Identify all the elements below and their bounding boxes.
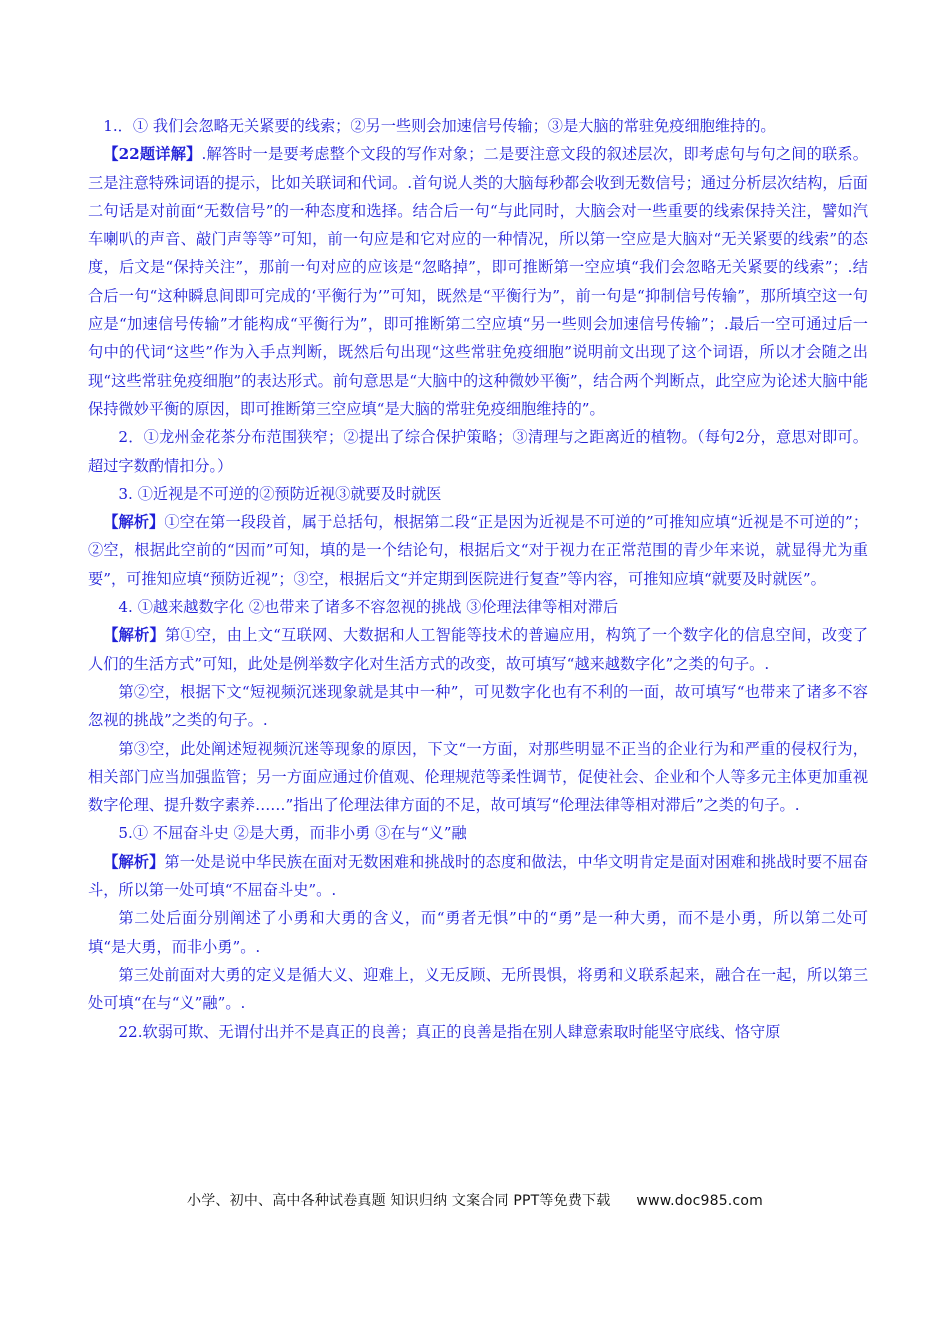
answer-content	[88, 112, 868, 1046]
answer-5-explanation-3	[88, 961, 868, 1018]
footer-text: 小学、初中、高中各种试卷真题 知识归纳 文案合同 PPT等免费下载	[187, 1193, 611, 1209]
explanation-tag: 【22题详解】	[103, 145, 202, 164]
answer-4	[88, 593, 868, 621]
answer-text: 3. ①近视是不可逆的②预防近视③就要及时就医	[118, 484, 442, 503]
answer-4-explanation	[88, 621, 868, 678]
explanation-tag: 【解析】	[103, 626, 165, 645]
answer-3-explanation	[88, 508, 868, 593]
answer-5-explanation	[88, 848, 868, 905]
answer-4-explanation-3	[88, 735, 868, 820]
answer-text: 1.．① 我们会忽略无关紧要的线索；②另一些则会加速信号传输；③是大脑的常驻免疫细胞维持的。	[103, 117, 776, 135]
explanation-text: ①空在第一段段首，属于总括句，根据第二段“正是因为近视是不可逆的”可推知应填“近视是不可逆的”；②空，根据此空前的“因而”可知，填的是一个结论句，根据后文“对于视力在正常范围的青少年来说，就显得尤为重要”，可推知应填“预防近视”；③空，根据后文“并定期到医院进行复查”等内容，可推知应填“就要及时就医”。	[88, 513, 869, 588]
explanation-text: 第③空，此处阐述短视频沉迷等现象的原因，下文“一方面，对那些明显不正当的企业行为和严重的侵权行为，相关部门应当加强监管；另一方面应通过价值观、伦理规范等柔性调节，促使社会、企业和个人等多元主体更加重视数字伦理、提升数字素养……”指出了伦理法律方面的不足，故可填写“伦理法律等相对滞后”之类的句子。.	[88, 739, 868, 815]
footer-url[interactable]: www.doc985.com	[636, 1193, 763, 1209]
explanation-text: .解答时一是要考虑整个文段的写作对象；二是要注意文段的叙述层次，即考虑句与句之间的联系。三是注意特殊词语的提示，比如关联词和代词。.首句说人类的大脑每秒都会收到无数信号；通过分析层次结构，后面二句话是对前面“无数信号”的一种态度和选择。结合后一句“与此同时，大脑会对一些重要的线索保持关注，譬如汽车喇叭的声音、敲门声等等”可知，前一句应是和它对应的一种情况，所以第一空应是大脑对“无关紧要的线索”的态度，后文是“保持关注”，那前一句对应的应该是“忽略掉”，即可推断第一空应填“我们会忽略无关紧要的线索”；.结合后一句“这种瞬息间即可完成的‘平衡行为’”可知，既然是“平衡行为”，前一句是“抑制信号传输”，那所填空这一句应是“加速信号传输”才能构成“平衡行为”，即可推断第二空应填“另一些则会加速信号传输”；.最后一空可通过后一句中的代词“这些”作为入手点判断，既然后句出现“这些常驻免疫细胞”说明前文出现了这个词语，所以才会随之出现“这些常驻免疫细胞”的表达形式。前句意思是“大脑中的这种微妙平衡”，结合两个判断点，此空应为论述大脑中能保持微妙平衡的原因，即可推断第三空应填“是大脑的常驻免疫细胞维持的”。	[88, 145, 868, 418]
answer-text: 4. ①越来越数字化 ②也带来了诸多不容忽视的挑战 ③伦理法律等相对滞后	[118, 598, 619, 617]
answer-22	[88, 1018, 868, 1046]
answer-5-explanation-2	[88, 904, 868, 961]
answer-text: 2．①龙州金花茶分布范围狭窄；②提出了综合保护策略；③清理与之距离近的植物。（每句2分，意思对即可。超过字数酌情扣分。）	[88, 428, 868, 475]
answer-text: 22.软弱可欺、无谓付出并不是真正的良善；真正的良善是指在别人肆意索取时能坚守底线、恪守原	[118, 1022, 781, 1041]
explanation-tag: 【解析】	[103, 852, 165, 871]
page-footer	[0, 1190, 950, 1210]
answer-3	[88, 480, 868, 508]
explanation-text: 第一处是说中华民族在面对无数困难和挑战时的态度和做法，中华文明肯定是面对困难和挑战时要不屈奋斗，所以第一处可填“不屈奋斗史”。.	[88, 852, 869, 900]
answer-1	[88, 112, 868, 140]
answer-2	[88, 423, 868, 480]
explanation-text: 第①空，由上文“互联网、大数据和人工智能等技术的普遍应用，构筑了一个数字化的信息空间，改变了人们的生活方式”可知，此处是例举数字化对生活方式的改变，故可填写“越来越数字化”之类的句子。.	[88, 626, 869, 673]
explanation-text: 第三处前面对大勇的定义是循大义、迎难上，义无反顾、无所畏惧，将勇和义联系起来，融合在一起，所以第三处可填“在与“义”融”。.	[88, 965, 868, 1013]
explanation-tag: 【解析】	[103, 513, 165, 532]
answer-text: 5.① 不屈奋斗史 ②是大勇，而非小勇 ③在与“义”融	[118, 824, 467, 843]
answer-5	[88, 819, 868, 847]
explanation-text: 第二处后面分别阐述了小勇和大勇的含义，而“勇者无惧”中的“勇”是一种大勇，而不是小勇，所以第二处可填“是大勇，而非小勇”。.	[88, 909, 868, 956]
answer-4-explanation-2	[88, 678, 868, 735]
explanation-text: 第②空，根据下文“短视频沉迷现象就是其中一种”，可见数字化也有不利的一面，故可填写“也带来了诸多不容忽视的挑战”之类的句子。.	[88, 682, 868, 730]
answer-1-explanation	[88, 140, 868, 423]
